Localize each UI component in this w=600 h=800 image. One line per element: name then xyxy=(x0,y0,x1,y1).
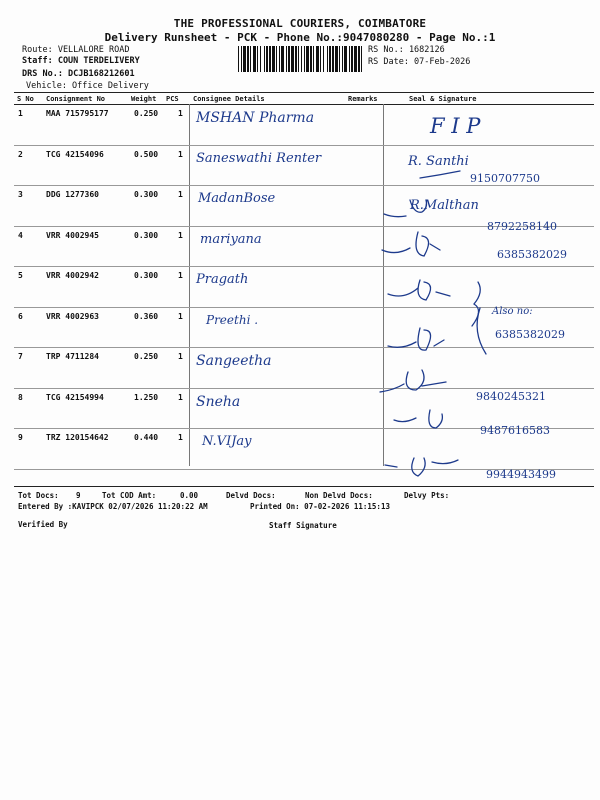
col-sno: S No xyxy=(17,95,34,103)
barcode-bar xyxy=(238,46,239,72)
row-weight: 0.300 xyxy=(134,271,159,280)
barcode-bar xyxy=(272,46,275,72)
signature-row3: R.Malthan xyxy=(410,198,479,213)
row-phone: 6385382029 xyxy=(497,248,567,261)
row-pcs: 1 xyxy=(178,190,183,199)
row-sno: 5 xyxy=(18,271,23,280)
col-signature: Seal & Signature xyxy=(409,95,477,103)
company-title: THE PROFESSIONAL COURIERS, COIMBATORE xyxy=(173,17,427,30)
row-pcs: 1 xyxy=(178,230,183,240)
barcode-bar xyxy=(298,46,299,72)
vehicle-text: Vehicle: Office Delivery xyxy=(26,81,149,91)
delvy-pts: Delvy Pts: xyxy=(404,491,450,500)
barcode-bar xyxy=(291,46,294,72)
row-phone: 8792258140 xyxy=(487,220,557,233)
entered-by: Entered By :KAVIPCK 02/07/2026 11:20:22 AM xyxy=(18,502,208,511)
barcode-bar xyxy=(286,46,287,72)
printed-on: Printed On: 07-02-2026 11:15:13 xyxy=(250,502,390,511)
tot-cod-label: Tot COD Amt: xyxy=(102,491,157,500)
row-consignment-no: TRZ 120154642 xyxy=(46,433,109,442)
row-consignment-no: TCG 42154096 xyxy=(46,149,104,159)
barcode-bar xyxy=(316,46,319,72)
row-sno: 1 xyxy=(18,109,23,118)
barcode-bar xyxy=(288,46,290,72)
barcode-bar xyxy=(329,46,331,72)
row-sno: 7 xyxy=(18,352,23,361)
row-phone: 9944943499 xyxy=(486,468,556,481)
barcode-bar xyxy=(332,46,334,72)
row-weight: 0.440 xyxy=(134,433,159,442)
verified-by: Verified By xyxy=(18,520,68,529)
row-consignee: Sangeetha xyxy=(196,353,272,369)
barcode-bar xyxy=(241,46,242,72)
row-consignment-no: TRP 4711284 xyxy=(46,352,99,361)
row-sno: 2 xyxy=(18,149,23,159)
barcode-bar xyxy=(306,46,309,72)
row-phone: 9487616583 xyxy=(480,424,550,437)
tot-docs-value: 9 xyxy=(76,491,81,500)
barcode-bar xyxy=(339,46,340,72)
col-pcs: PCS xyxy=(166,95,179,103)
route-text: Route: VELLALORE ROAD xyxy=(22,45,130,55)
barcode-bar xyxy=(351,46,353,72)
row-pcs: 1 xyxy=(178,271,183,280)
barcode-bar xyxy=(253,46,256,72)
row-phone: 9150707750 xyxy=(470,172,540,185)
tot-docs-label: Tot Docs: xyxy=(18,491,59,500)
barcode-bar xyxy=(313,46,314,72)
row-phone: 9840245321 xyxy=(476,390,546,403)
barcode-bar xyxy=(260,46,261,72)
barcode-bar xyxy=(257,46,258,72)
row-consignment-no: TCG 42154994 xyxy=(46,392,104,402)
row-weight: 0.250 xyxy=(134,109,159,118)
row-consignee: MSHAN Pharma xyxy=(196,110,315,126)
row-pcs: 1 xyxy=(178,352,183,361)
barcode-bar xyxy=(342,46,343,72)
row-phone: 6385382029 xyxy=(495,328,565,341)
barcode-bar xyxy=(281,46,284,72)
row-consignee: N.VIJay xyxy=(202,434,252,449)
barcode-bar xyxy=(335,46,338,72)
col-consignment: Consignment No xyxy=(46,95,106,103)
row-consignee: mariyana xyxy=(200,231,262,247)
footer-rule xyxy=(14,486,594,487)
barcode-bar xyxy=(250,46,251,72)
barcode-bar xyxy=(310,46,312,72)
header-rule-top xyxy=(14,92,594,93)
delvd-docs: Delvd Docs: xyxy=(226,491,276,500)
row-consignee: Sneha xyxy=(196,393,241,410)
rs-number: RS No.: 1682126 xyxy=(368,45,445,55)
row-sno: 3 xyxy=(18,190,23,199)
tot-cod-value: 0.00 xyxy=(180,491,199,500)
signature-row1: F I P xyxy=(430,114,481,138)
barcode-bar xyxy=(327,46,328,72)
barcode-bar xyxy=(354,46,357,72)
barcode-bar xyxy=(266,46,268,72)
barcode-bar xyxy=(279,46,280,72)
row-consignment-no: VRR 4002942 xyxy=(46,271,99,280)
barcode-bar xyxy=(304,46,305,72)
divider-consignee xyxy=(189,104,190,466)
row-consignee: Preethi . xyxy=(206,312,259,327)
row-consignment-no: MAA 715795177 xyxy=(46,109,109,118)
signature-row6-note: Also no: xyxy=(492,306,533,317)
col-remarks: Remarks xyxy=(348,95,378,103)
barcode-bar xyxy=(243,46,246,72)
row-weight: 0.300 xyxy=(134,230,159,240)
barcode-bar xyxy=(276,46,277,72)
barcode-bar xyxy=(301,46,302,72)
row-sno: 6 xyxy=(18,311,23,321)
row-consignment-no: VRR 4002963 xyxy=(46,311,99,321)
barcode-bar xyxy=(247,46,249,72)
barcode-bar xyxy=(320,46,321,72)
row-pcs: 1 xyxy=(178,149,183,159)
row-consignment-no: DDG 1277360 xyxy=(46,190,99,199)
row-pcs: 1 xyxy=(178,311,183,321)
barcode xyxy=(238,46,362,72)
barcode-bar xyxy=(361,46,362,72)
row-weight: 0.360 xyxy=(134,311,159,321)
row-pcs: 1 xyxy=(178,433,183,442)
staff-text: Staff: COUN TERDELIVERY xyxy=(22,56,140,66)
col-weight: Weight xyxy=(131,95,157,103)
barcode-bar xyxy=(323,46,324,72)
row-pcs: 1 xyxy=(178,109,183,118)
barcode-bar xyxy=(269,46,271,72)
staff-signature: Staff Signature xyxy=(269,521,337,530)
barcode-bar xyxy=(295,46,297,72)
drs-number: DRS No.: DCJB168212601 xyxy=(22,69,135,79)
row-consignee: Saneswathi Renter xyxy=(196,150,322,166)
rs-date: RS Date: 07-Feb-2026 xyxy=(368,57,471,67)
runsheet-subtitle: Delivery Runsheet - PCK - Phone No.:9047080280 - Page No.:1 xyxy=(104,31,496,44)
signature-row2: R. Santhi xyxy=(408,154,469,169)
row-consignment-no: VRR 4002945 xyxy=(46,230,99,240)
non-delvd-docs: Non Delvd Docs: xyxy=(305,491,373,500)
barcode-bar xyxy=(344,46,347,72)
row-consignee: Pragath xyxy=(196,272,249,287)
col-consignee: Consignee Details xyxy=(193,95,265,103)
barcode-bar xyxy=(358,46,360,72)
row-consignee: MadanBose xyxy=(198,191,276,206)
row-sno: 9 xyxy=(18,433,23,442)
row-weight: 0.300 xyxy=(134,190,159,199)
row-pcs: 1 xyxy=(178,392,183,402)
barcode-bar xyxy=(264,46,265,72)
row-weight: 1.250 xyxy=(134,392,159,402)
row-sno: 8 xyxy=(18,392,23,402)
row-weight: 0.250 xyxy=(134,352,159,361)
barcode-bar xyxy=(349,46,350,72)
row-weight: 0.500 xyxy=(134,149,159,159)
row-sno: 4 xyxy=(18,230,23,240)
